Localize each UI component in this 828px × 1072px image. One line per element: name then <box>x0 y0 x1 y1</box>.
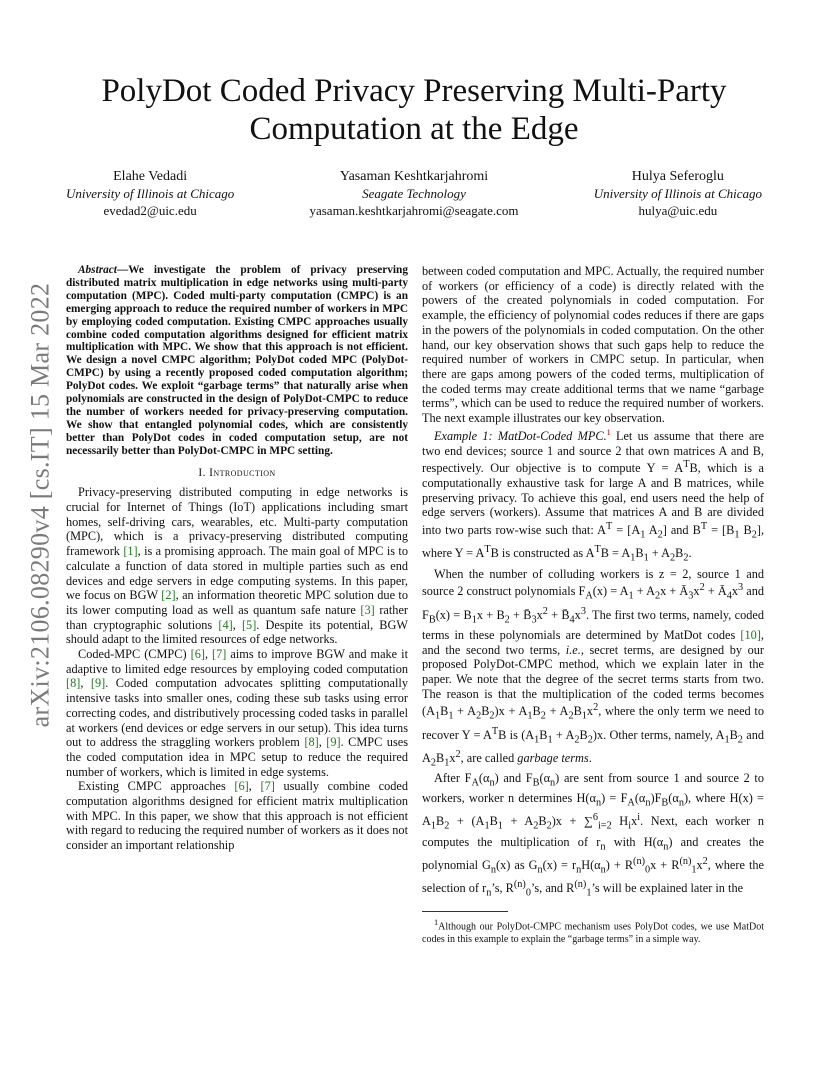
author-name: Hulya Seferoglu <box>631 169 724 184</box>
arxiv-stamp[interactable]: arXiv:2106.08290v4 [cs.IT] 15 Mar 2022 <box>25 282 54 728</box>
paragraph: After $F_A(\alpha_n)$ and $F_B(\alpha_n)$ are sent from source 1 and source 2 to workers, worker n determines $H(\alpha_n) = F_A(\alpha_n)F_B(\alpha_n)$, where $H(x) = A_1B_2 + (A_1B_1 + A_2B_2)x + \sum^6_{i=2}$ $H_ix^i$. Next, each worker n computes the multiplication of $r_n$ with $H(\alpha_n)$ and creates the polynomial $G_n(x)$ as $G_n(x) = r_nH(\alpha_n) + R^{(n)}_0x + R^{(n)}_1x^2$, where the selection of $r_n’s$, $R^{(n)}_0’s$, and $R^{(n)}_1’s$ will be explained later in the <box>422 771 764 899</box>
text-run: ’s, R <box>491 881 514 896</box>
text-run: . <box>688 546 692 561</box>
text-run: , are called <box>460 750 518 765</box>
text-run: = [B <box>707 523 735 538</box>
text-run: B <box>573 704 582 719</box>
author-name: Elahe Vedadi <box>113 169 188 184</box>
text-run: garbage terms <box>517 750 589 765</box>
footnote-rule <box>422 911 508 912</box>
citation-link[interactable]: [7] <box>260 779 275 794</box>
text-run: (α <box>634 791 646 806</box>
text-run: . Next, each worker n computes the multiplication of r <box>422 814 764 849</box>
citation-link[interactable]: [1] <box>123 544 138 559</box>
text-run: + Ā <box>704 584 727 599</box>
text-run: )x + ∑ <box>551 814 593 829</box>
citation-link[interactable]: [9] <box>90 676 106 691</box>
author-affiliation: University of Illinois at Chicago <box>66 186 235 201</box>
text-run: , where the selection of r <box>422 857 764 896</box>
text-run: ) and F <box>494 771 533 786</box>
text-run: x <box>731 584 738 599</box>
text-run: secret terms, are designed by our proposed PolyDot-CMPC method, which we explain later in the paper. We note that the degree of the secret terms starts from two. The reason is that the multiplication of the coded terms becomes (A <box>422 642 765 719</box>
text-run: B <box>436 814 445 829</box>
text-run: x <box>536 607 543 622</box>
paragraph <box>66 485 408 647</box>
text-run: (x) = B <box>435 607 472 622</box>
text-run: , <box>80 676 91 691</box>
text-run: . <box>588 750 592 765</box>
text-run: B <box>481 704 490 719</box>
text-run: i.e., <box>565 642 584 657</box>
text-run: + B̄ <box>547 607 570 622</box>
citation-link[interactable]: [5] <box>241 617 257 632</box>
text-run: . CMPC uses the coded computation idea in MPC setup to reduce the required number of workers, which is limited in edge systems. <box>66 735 408 779</box>
text-run: B <box>739 523 752 538</box>
text-run: + A <box>453 704 477 719</box>
text-run: and F <box>422 584 764 622</box>
citation-link[interactable]: [8] <box>304 735 319 750</box>
text-run: + B̄ <box>509 607 532 622</box>
text-run: (x) = r <box>542 857 577 872</box>
text-run: (α <box>478 771 490 786</box>
author-3 <box>594 168 762 219</box>
citation-link[interactable]: [10] <box>740 627 761 642</box>
text-run: + A <box>633 584 655 599</box>
arxiv-sidebar <box>18 282 62 728</box>
text-run: When the number of colluding workers is z = 2, source 1 and source 2 construct polynomials F <box>422 566 764 599</box>
text-run: B <box>675 546 684 561</box>
text-run: A <box>645 523 658 538</box>
text-run: , <box>232 617 242 632</box>
text-run: , is a promising approach. The main goal of MPC is to calculate a function of data stored in multiple parties such as end devices and edge servers in edge computing systems. In this paper, we focus on BGW <box>66 544 408 603</box>
text-run: ’s, and R <box>530 881 575 896</box>
text-run: with H(α <box>605 834 664 849</box>
text-run: , an information theoretic MPC solution due to its lower computing load as well as quantum safe nature <box>66 588 408 617</box>
paper-title: PolyDot Coded Privacy Preserving Multi-Party Computation at the Edge <box>101 73 727 147</box>
text-run: B = A <box>600 546 631 561</box>
author-2 <box>309 168 518 219</box>
text-run: usually combine coded computation algorithms designed for efficient matrix multiplication with MPC. In this paper, we show that this approach is not efficient with regard to reducing the required number of workers as it does not consider an important relationship <box>66 779 409 853</box>
author-1 <box>66 168 234 219</box>
citation-link[interactable]: [8] <box>66 676 81 691</box>
author-email: evedad2@uic.edu <box>103 203 197 218</box>
left-column <box>66 264 408 853</box>
text-run: x + R <box>650 857 680 872</box>
text-run: x <box>631 814 638 829</box>
text-run: Existing CMPC approaches <box>78 779 235 794</box>
text-run: ) = F <box>601 791 628 806</box>
author-name: Yasaman Keshtkarjahromi <box>339 169 489 184</box>
author-email: yasaman.keshtkarjahromi@seagate.com <box>309 203 519 218</box>
author-affiliation: Seagate Technology <box>362 186 466 201</box>
text-run: x <box>693 584 700 599</box>
footnote <box>422 917 764 945</box>
text-run: B <box>440 704 449 719</box>
text-run: B <box>436 750 445 765</box>
text-run: rather than cryptographic solutions <box>66 602 409 632</box>
text-run: x + Ā <box>660 584 689 599</box>
text-run: B <box>729 727 738 742</box>
text-run: . Coded computation advocates splitting computationally intensive tasks into smaller ones, coding these sub tasks using error correcting codes, and distributively processing coded tasks in parallel at workers (end devices or edge servers in our setup). This idea turns out to address the straggling workers problem <box>66 676 408 750</box>
text-run: Coded-MPC (CMPC) <box>78 647 191 662</box>
citation-link[interactable]: [6] <box>234 779 249 794</box>
text-run: B is (A <box>498 727 535 742</box>
text-run: + A <box>552 727 575 742</box>
text-run: x <box>696 857 703 872</box>
text-run: + A <box>502 814 534 829</box>
text-run: (x) as G <box>496 857 538 872</box>
citation-link[interactable]: [4] <box>218 617 233 632</box>
text-run: , <box>318 735 327 750</box>
text-run: ) and creates the polynomial G <box>422 834 764 872</box>
text-run: aims to improve BGW and make it adaptive to limited edge resources by employing coded computation <box>66 647 408 676</box>
citation-link[interactable]: [6] <box>190 647 205 662</box>
text-run: H(α <box>581 857 601 872</box>
text-run: B <box>532 704 541 719</box>
text-run: x + B <box>476 607 505 622</box>
text-run: . Despite its potential, BGW should adapt to the limited resources of edge networks. <box>66 617 408 647</box>
text-run: , where the only term we need to recover Y = A <box>422 704 765 742</box>
text-run: ’s will be explained later in the <box>591 881 744 896</box>
citation-link[interactable]: [3] <box>360 602 375 617</box>
footnote-text: Although our PolyDot-CMPC mechanism uses PolyDot codes, we use MatDot codes in this example to explain the “garbage terms” in a simple way. <box>422 921 764 945</box>
text-run: (α <box>539 771 551 786</box>
right-column <box>422 264 764 946</box>
text-run: B <box>635 546 644 561</box>
text-run: . The first two terms, namely, coded terms in these polynomials are determined by MatDot codes <box>422 607 764 642</box>
text-run: Privacy-preserving distributed computing in edge networks is crucial for Internet of Things (IoT) applications including smart homes, self-driving cars, wearables, etc. Multi-party computation (MPC), which is a privacy-preserving distributed computing framework <box>66 485 408 559</box>
text-run: B <box>538 814 547 829</box>
text-run: + A <box>545 704 569 719</box>
text-run: , <box>204 647 213 662</box>
example-label: Example 1: MatDot-Coded MPC. <box>434 428 607 443</box>
text-run: x <box>586 704 594 719</box>
footnote-number: 1 <box>434 918 439 928</box>
paragraph: When the number of colluding workers is z = 2, source 1 and source 2 construct polynomials $F_A(x) = A_1 + A_2x$ + $Ā_3x^2$ + $Ā_4x^3$ and $F_B(x) = B_1x + B_2$ + $B̄_3x^2$ + $B̄_4x^3$. The first two terms, namely, coded terms in these polynomials are determined by MatDot codes [10], and the second two terms, i.e., secret terms, are designed by our proposed PolyDot-CMPC method, which we explain later in the paper. We note that the degree of the secret terms starts from two. The reason is that the multiplication of the coded terms becomes $(A_1B_1 + A_2B_2)x + A_1B_2 + A_2B_1x^2$, where the only term we need to recover $Y = A^TB$ is $(A_1B_1 + A_2B_2)x$. Other terms, namely, $A_1B_2$ and $A_2B_1x^2$, are called garbage terms. <box>422 566 765 769</box>
paragraph <box>66 647 408 779</box>
text-run: B <box>539 727 548 742</box>
text-run: B, which is a computationally exhaustive task for large A and B matrices, while preserving privacy. To achieve this goal, end users need the help of edge servers (workers). Assume that matrices A and B are divided into two parts row-wise such that: A <box>422 461 764 538</box>
abstract-label: Abstract <box>78 264 117 276</box>
text-run: + A <box>648 546 670 561</box>
text-run: Let us assume that there are two end devices; source 1 and source 2 that own matrices A and B, respectively. Our objective is to compute Y = A <box>422 428 764 476</box>
text-run: B <box>489 814 498 829</box>
text-run: After F <box>434 771 472 786</box>
abstract-text: —We investigate the problem of privacy preserving distributed matrix multiplication in edge networks using multi-party computation (MPC). Coded multi-party computation (CMPC) is an emerging approach to reduce the required number of workers in MPC by employing coded computation. Existing CMPC approaches usually combine coded computation algorithms designed for efficient matrix multiplication with MPC. We show that this approach is not efficient. We design a novel CMPC algorithm; PolyDot coded MPC (PolyDot-CMPC) by using a recently proposed coded computation algorithm; PolyDot codes. We exploit “garbage terms” that naturally arise when polynomials are constructed in the design of PolyDot-CMPC to reduce the number of workers needed for privacy-preserving computation. We show that entangled polynomial codes, which are consistently better than PolyDot codes in coded computation setup, are not necessarily better than PolyDot-CMPC in MPC setting. <box>66 264 408 457</box>
text-run: (x) = A <box>592 584 629 599</box>
text-run: )x + A <box>494 704 528 719</box>
author-block <box>66 168 762 219</box>
text-run: x <box>449 750 456 765</box>
text-run: ] and B <box>662 523 701 538</box>
text-run: + (A <box>449 814 485 829</box>
text-run: B <box>579 727 588 742</box>
paragraph: between coded computation and MPC. Actually, the required number of workers (or efficiency of a code) is directly related with the powers of the created polynomials in coded computation. For example, the efficiency of polynomial codes reduces if there are gaps in the powers of the polynomials in coded computation. On the other hand, our key observation shows that such gaps help to reduce the required number of workers in CMPC setup. In particular, when there are gaps among powers of the coded terms, multiplication of the coded terms may create additional terms that we name “garbage terms”, which can be used to reduce the required number of workers. The next example illustrates our key observation. <box>422 264 764 426</box>
text-run: ) are sent from source 1 and source 2 to workers, worker n determines H(α <box>422 771 764 806</box>
text-run: and A <box>422 727 764 765</box>
paragraph <box>66 779 408 853</box>
text-run: B is constructed as A <box>490 546 595 561</box>
text-run: , and the second two terms, <box>422 627 764 657</box>
citation-link[interactable]: [7] <box>212 647 227 662</box>
author-affiliation: University of Illinois at Chicago <box>593 186 762 201</box>
text-run: ), where H(x) = A <box>422 791 764 829</box>
citation-link[interactable]: [2] <box>161 588 176 603</box>
footnote-marker[interactable]: 1 <box>606 427 611 437</box>
abstract <box>66 264 408 458</box>
text-run: )x. Other terms, namely, A <box>592 727 725 742</box>
text-run: ], where Y = A <box>422 523 765 561</box>
text-run: H <box>611 814 629 829</box>
text-run: (α <box>668 791 679 806</box>
citation-link[interactable]: [9] <box>326 735 341 750</box>
section-heading-introduction: I. Introduction <box>198 466 276 479</box>
text-run: x <box>574 607 581 622</box>
paragraph-example-1: Example 1: MatDot-Coded MPC.$^1$ Let us assume that there are two end devices; source 1 and source 2 that own matrices A and B, respectively. Our objective is to compute $Y = A^TB$, which is a computationally exhaustive task for large A and B matrices, while preserving privacy. To achieve this goal, end users need the help of edge servers (workers). Assume that matrices A and B are divided into two parts row-wise such that: $A^T = [A_1$ $A_2$] and $B^T = [B_1$ $B_2$], where $Y = A^TB$ is constructed as $A^TB = A_1B_1 + A_2B_2$. <box>422 427 765 564</box>
text-run: , <box>248 779 261 794</box>
text-run: ) + R <box>605 857 634 872</box>
text-run: = [A <box>612 523 641 538</box>
text-run: )F <box>650 791 662 806</box>
author-email: hulya@uic.edu <box>638 203 718 218</box>
